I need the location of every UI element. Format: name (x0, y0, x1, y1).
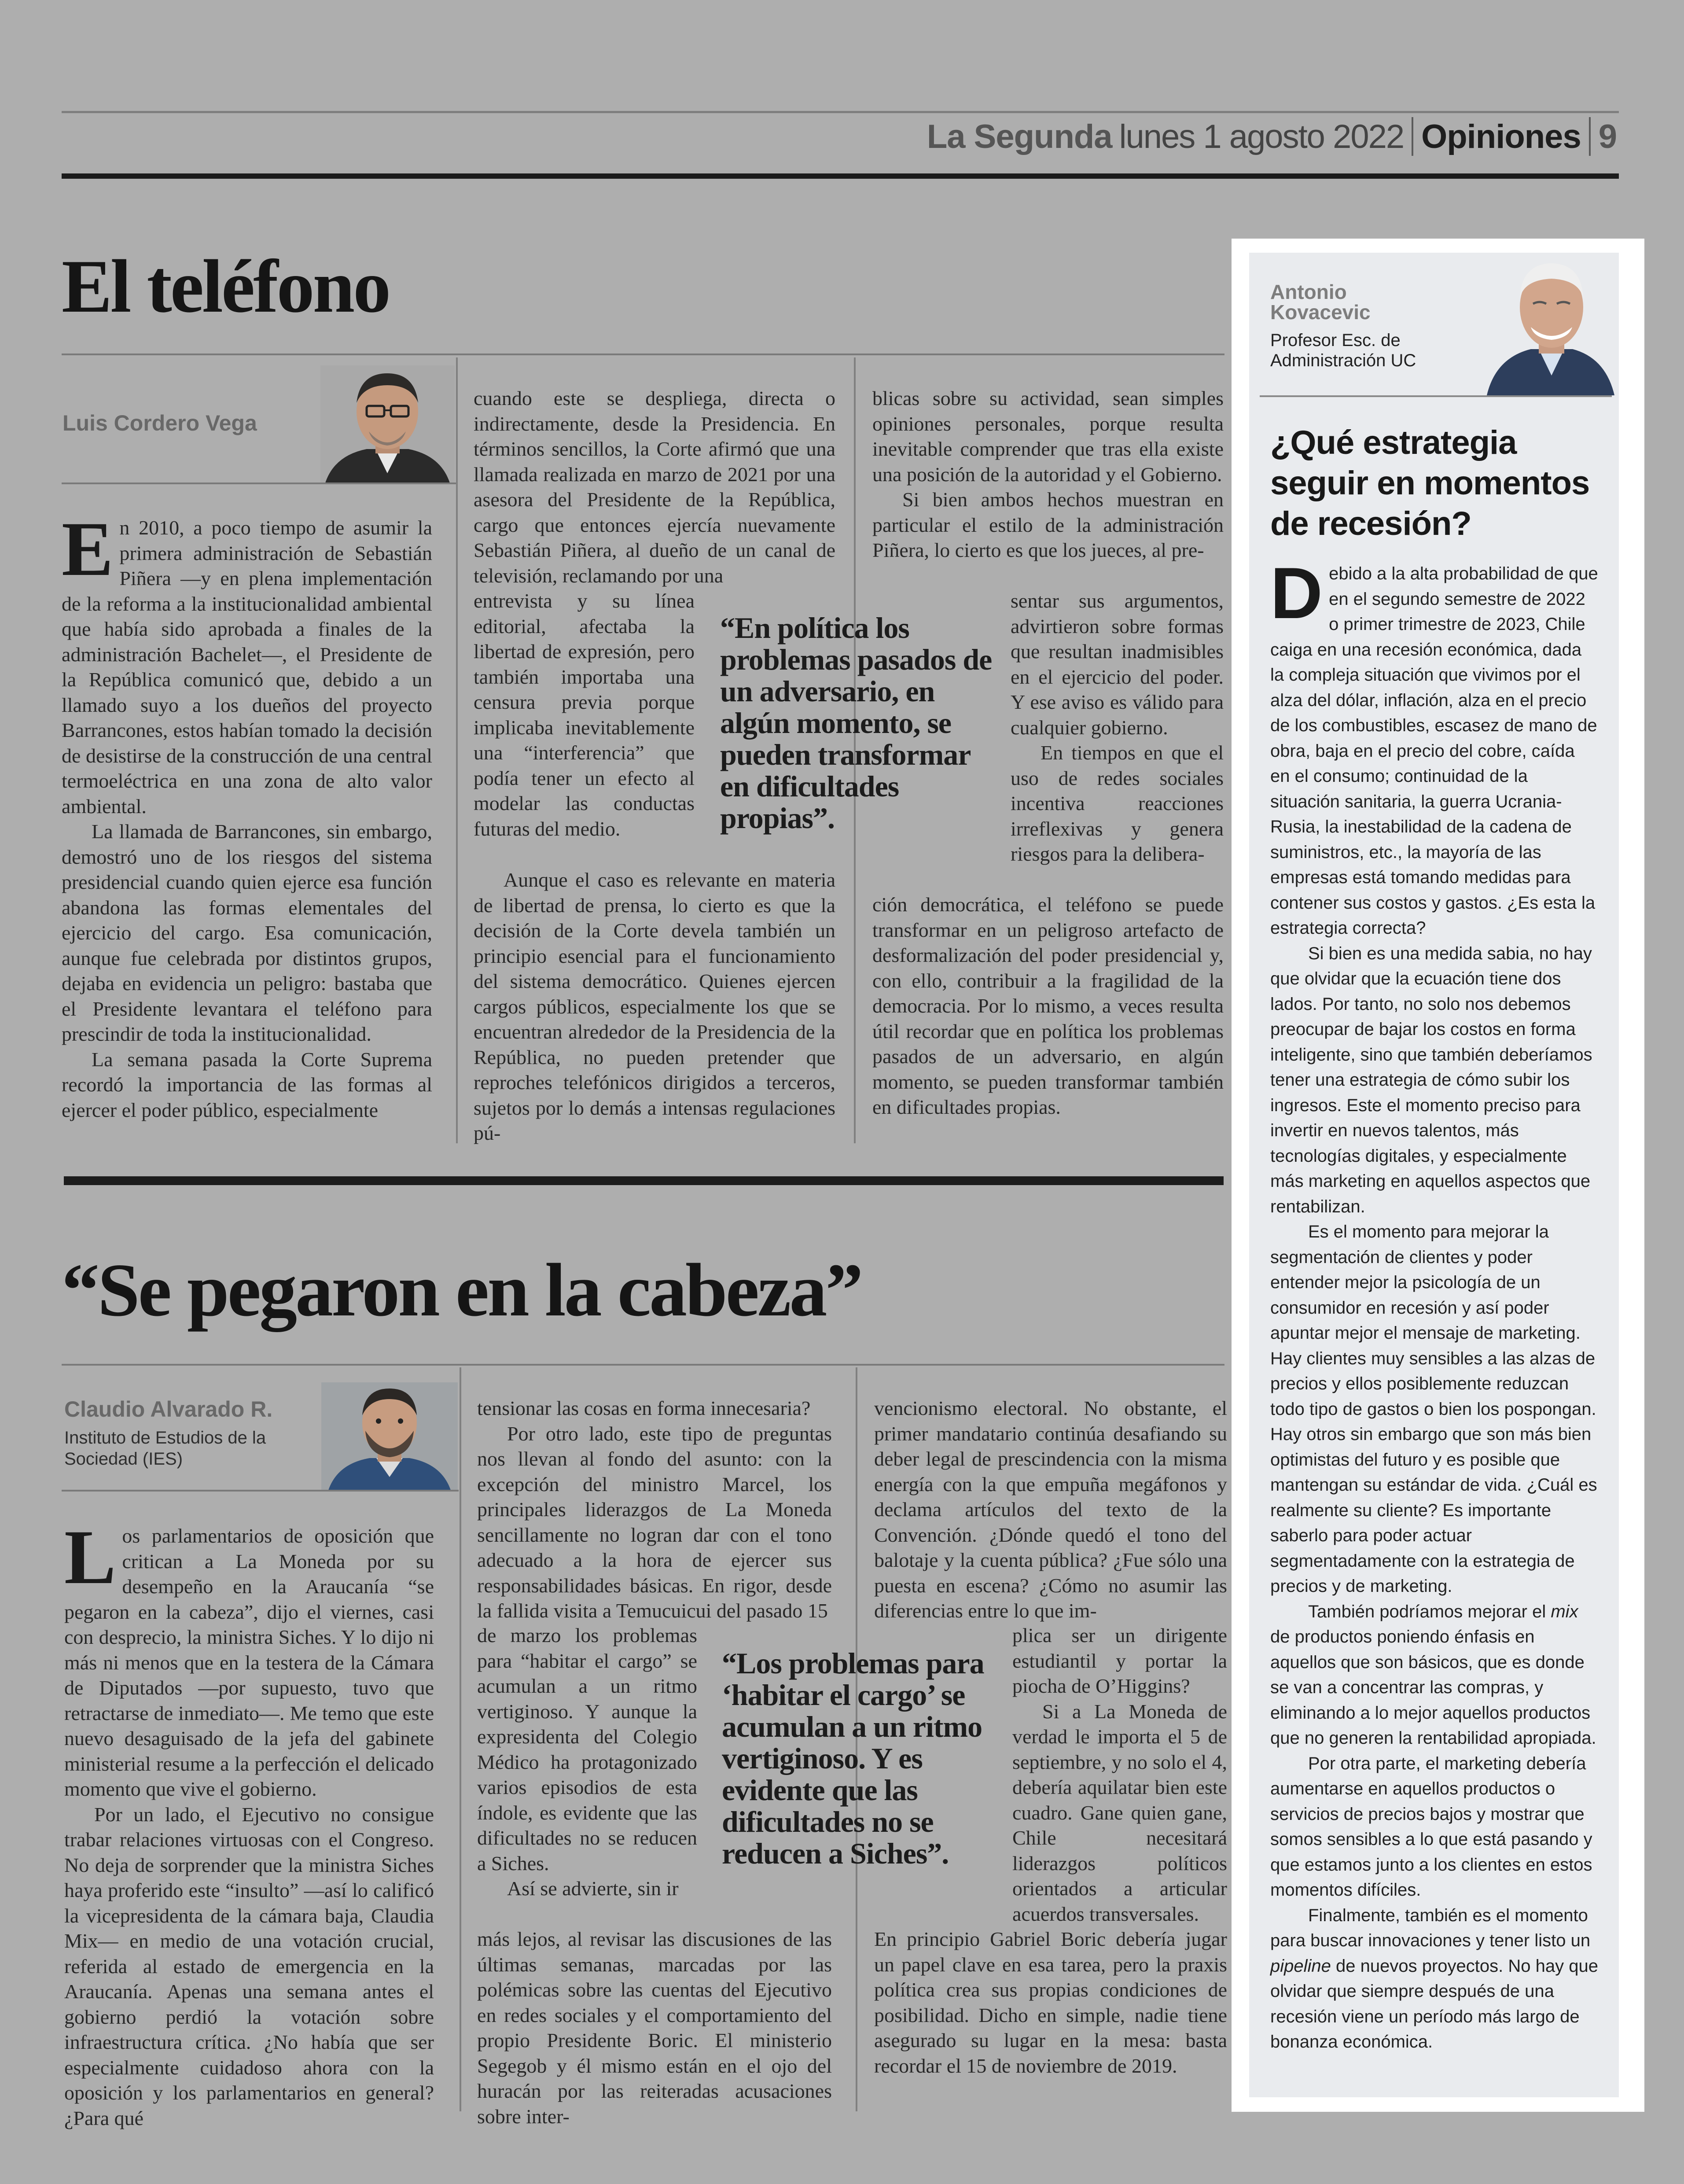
article1-paragraph: Si bien ambos hechos muestran en particular el estilo de la administración Piñera, lo cierto es que los jueces, al pre- (872, 488, 1224, 561)
article1-column-2-bottom (474, 867, 835, 1146)
article3-author-portrait (1487, 254, 1614, 395)
article2-paragraph: vencionismo electoral. No obstante, el primer mandatario continúa desafiando su deber legal de prescindencia con la misma energía con la que empuña megáfonos y declama artículos del texto de la Convención. ¿Dónde quedó el tono del balotaje y la cuenta pública? ¿Fue sólo una puesta en escena? ¿Cómo no asumir las diferencias entre lo que im- (874, 1397, 1227, 1622)
masthead (927, 115, 1617, 158)
article1-column-3-bottom (872, 892, 1224, 1120)
article1-column-2-top (474, 386, 835, 588)
article3-italic-term: mix (1551, 1602, 1578, 1621)
article1-paragraph: La llamada de Barrancones, sin embargo, demostró uno de los riesgos del sistema presidencial cuando quien ejerce esa función abandona las formas elementales del ejercicio del cargo. Esa comunicación, aunque fue celebrada por distintos grupos, dejaba en evidencia un peligro: bastaba que el Presidente levantara el teléfono para prescindir de toda la institucionalidad. (62, 820, 432, 1045)
article2-paragraph: Por otro lado, este tipo de preguntas nos llevan al fondo del asunto: con la excepción del ministro Marcel, los principales liderazgos de La Moneda sencillamente no logran dar con el tono adecuado a la hora de ejercer sus responsabilidades básicas. En rigor, desde la fallida visita a Temucuicui del pasado 15 (477, 1422, 832, 1622)
article3-headline: ¿Qué estrategia seguir en momentos de recesión? (1270, 424, 1590, 542)
article3-text: También podríamos mejorar el (1308, 1602, 1551, 1621)
man-portrait-icon (1487, 254, 1614, 395)
article2-byline-rule (62, 1490, 459, 1492)
article2-column-1 (64, 1514, 434, 2131)
article2-author-portrait (321, 1382, 458, 1492)
issue-date: lunes 1 agosto 2022 (1119, 118, 1404, 155)
article2-paragraph: Por un lado, el Ejecutivo no consigue trabar relaciones virtuosas con el Congreso. No deja de sorprender que la ministra Siches haya proferido este “insulto” —así lo calificó la vicepresidenta de la cámara baja, Claudia Mix— en medio de una votación crucial, referida al estado de emergencia en la Araucanía. Apenas una semana antes el gobierno perdió la votación sobre infraestructura crítica. ¿No había que ser especialmente cuidadoso ahora con la oposición y los parlamentarios en general? ¿Para qué (64, 1803, 434, 2129)
masthead-top-rule (62, 111, 1619, 113)
section-name: Opiniones (1421, 118, 1581, 155)
article3-paragraph: Es el momento para mejorar la segmentación de clientes y poder entender mejor la psicología de un consumidor en recesión y así poder apuntar mejor el mensaje de marketing. Hay clientes muy sensibles a las alzas de precios y ellos posiblemente reduzcan todo tipo de gastos o bien los pospongan. Hay otros sin embargo que son más bien optimistas del futuro y es posible que mantengan su estándar de vida. ¿Cuál es realmente su cliente? Es importante saberlo para poder actuar segmentadamente con la estrategia de precios y de marketing. (1270, 1222, 1597, 1596)
article2-paragraph: plica ser un dirigente estudiantil y portar la piocha de O’Higgins? (1012, 1624, 1227, 1697)
masthead-separator (1589, 117, 1591, 156)
article1-author-portrait (320, 365, 455, 484)
article1-pullquote: “En política los problemas pasados de un adversario, en algún momento, se pueden transformar en dificultades propias”. (720, 611, 992, 835)
article3-body (1270, 552, 1599, 2055)
article3-dropcap: D (1270, 552, 1323, 633)
article2-paragraph: os parlamentarios de oposición que critican a La Moneda por su desempeño en la Araucanía “se pegaron en la cabeza”, dijo el viernes, casi con desprecio, la ministra Siches. Y lo dijo ni más ni menos que en la testera de la Cámara de Diputados —por supuesto, tuvo que retractarse de inmediato—. Me temo que este nuevo desaguisado de la jefa del gabinete ministerial resume a la perfección el delicado momento que vive el gobierno. (64, 1525, 434, 1800)
article1-author: Luis Cordero Vega (63, 411, 257, 435)
article3-text: de nuevos proyectos. No hay que olvidar que siempre después de una recesión viene un período más largo de bonanza económica. (1270, 1956, 1598, 2051)
page-number: 9 (1598, 118, 1617, 155)
article1-paragraph: Aunque el caso es relevante en materia de libertad de prensa, lo cierto es que la decisión de la Corte devela también un principio esencial para el funcionamiento del sistema democrático. Quienes ejercen cargos públicos, especialmente los que se encuentran alrededor de la Presidencia de la República, no pueden pretender que reproches telefónicos dirigidos a terceros, sujetos por lo demás a intensas regulaciones pú- (474, 869, 835, 1144)
article2-headline: “Se pegaron en la cabeza” (62, 1249, 862, 1332)
article2-headline-rule (62, 1364, 1224, 1366)
article1-column-3-narrow (1011, 588, 1224, 867)
article2-paragraph: más lejos, al revisar las discusiones de las últimas semanas, marcadas por las polémicas sobre las cuentas del Ejecutivo en redes sociales y el comportamiento del propio Presidente Boric. El ministerio Segegob y él mismo están en el ojo del huracán por las reiteradas acusaciones sobre inter- (477, 1928, 832, 2128)
article1-headline: El teléfono (62, 245, 390, 328)
man-portrait-icon (321, 1382, 458, 1492)
article3-italic-term: pipeline (1270, 1956, 1331, 1976)
article1-headline-rule (62, 354, 1224, 355)
column-divider (456, 357, 458, 1143)
article1-column-3-top (872, 386, 1224, 563)
article1-paragraph: En tiempos en que el uso de redes sociales incentiva reacciones irreflexivas y genera riesgos para la delibera- (1011, 741, 1224, 865)
article2-author: Claudio Alvarado R. (64, 1397, 273, 1422)
column-divider (460, 1367, 461, 2111)
article3-paragraph: Por otra parte, el marketing debería aumentarse en aquellos productos o servicios de precios bajos y mostrar que somos sensibles a lo que está pasando y que estamos junto a los clientes en estos momentos difíciles. (1270, 1753, 1592, 1900)
man-portrait-icon (320, 365, 455, 484)
article2-column-3-narrow (1012, 1623, 1227, 1926)
article2-column-2-top (477, 1396, 832, 1624)
article1-column-1 (62, 506, 432, 1123)
article1-paragraph: La semana pasada la Corte Suprema recordó la importancia de las formas al ejercer el poder público, especialmente (62, 1048, 432, 1121)
article3-paragraph (1270, 1599, 1599, 1751)
article1-paragraph: n 2010, a poco tiempo de asumir la primera administración de Sebastián Piñera —y en plena implementación de la reforma a la institucionalidad ambiental que había sido aprobada a finales de la administración Bachelet—, el Presidente de la República comunicó que, debido a un llamado suyo a los dueños del proyecto Barrancones, estos habían tomado la decisión de desistirse de la construcción de una central termoeléctrica en una zona de alto valor ambiental. (62, 516, 432, 818)
article2-paragraph: Si a La Moneda de verdad le importa el 5 de septiembre, y no solo el 4, debería aquilatar bien este cuadro. Gane quien gane, Chile necesitará liderazgos políticos orientados a articular acuerdos transversales. (1012, 1700, 1227, 1925)
article3-affiliation: Profesor Esc. de Administración UC (1270, 331, 1416, 370)
article1-paragraph: sentar sus argumentos, advirtieron sobre formas que resultan inadmisibles en el ejercicio del poder. Y ese aviso es válido para cualquier gobierno. (1011, 589, 1224, 739)
article-separator-rule (64, 1176, 1224, 1185)
masthead-bottom-rule (62, 173, 1619, 179)
article2-dropcap: L (64, 1514, 116, 1600)
article1-paragraph: cuando este se despliega, directa o indirectamente, desde la Presidencia. En términos sencillos, la Corte afirmó que una llamada realizada en marzo de 2021 por una asesora del Presidente de la República, cargo que entonces ejercía nuevamente Sebastián Piñera, al dueño de un canal de televisión, reclamando por una (474, 387, 835, 587)
article2-column-2-bottom (477, 1926, 832, 2129)
article2-paragraph: tensionar las cosas en forma innecesaria? (477, 1397, 811, 1419)
article2-column-3-top (874, 1396, 1227, 1624)
article1-column-2-narrow (474, 588, 695, 841)
article1-paragraph: entrevista y su línea editorial, afectaba la libertad de expresión, pero también importaba una censura previa porque implicaba inevitablemente una “interferencia” que podía tener un efecto al modelar las conductas futuras del medio. (474, 589, 695, 840)
article2-pullquote: “Los problemas para ‘habitar el cargo’ se acumulan a un ritmo vertiginoso. Y es evidente que las dificultades no se reducen a Siches”. (722, 1646, 984, 1870)
publication-name: La Segunda (927, 118, 1112, 155)
opinion-box-rule (1260, 395, 1612, 397)
article2-paragraph: Así se advierte, sin ir (507, 1877, 679, 1900)
article2-column-2-narrow (477, 1623, 697, 1901)
article3-paragraph: Si bien es una medida sabia, no hay que olvidar que la ecuación tiene dos lados. Por tanto, no solo nos debemos preocupar de bajar los costos en forma inteligente, sino que también deberíamos tener una estrategia de cómo subir los ingresos. Este el momento preciso para invertir en nuevos talentos, más tecnologías digitales, y especialmente más marketing en aquellos aspectos que rentabilizan. (1270, 943, 1592, 1216)
article2-column-3-bottom (874, 1926, 1227, 2078)
article1-paragraph: ción democrática, el teléfono se puede transformar en un peligroso artefacto de desformalización del poder presidencial y, con ello, contribuir a la fragilidad de la democracia. Por lo mismo, a veces resulta útil recordar que en política los problemas pasados de un adversario, en algún momento, se pueden transformar también en dificultades propias. (872, 893, 1224, 1118)
article2-affiliation: Instituto de Estudios de la Sociedad (IES) (64, 1428, 266, 1469)
article2-paragraph: de marzo los problemas para “habitar el cargo” se acumulan a un ritmo vertiginoso. Y aunque la expresidenta del Colegio Médico ha protagonizado varios episodios de esta índole, es evidente que las dificultades no se reducen a Siches. (477, 1624, 697, 1875)
article2-paragraph: En principio Gabriel Boric debería jugar un papel clave en esa tarea, pero la praxis política crea sus propias condiciones de posibilidad. Dicho en simple, nadie tiene asegurado su lugar en la mesa: basta recordar el 15 de noviembre de 2019. (874, 1928, 1227, 2077)
masthead-separator (1412, 117, 1413, 156)
article3-text: Finalmente, también es el momento para buscar innovaciones y tener listo un (1270, 1905, 1591, 1950)
article1-paragraph: blicas sobre su actividad, sean simples opiniones personales, porque resulta inevitable comprender que tras ella existe una posición de la autoridad y el Gobierno. (872, 387, 1224, 486)
article3-paragraph (1270, 1903, 1599, 2055)
article1-byline-rule (62, 482, 457, 484)
article3-author: Antonio Kovacevic (1270, 280, 1371, 324)
article3-text: de productos poniendo énfasis en aquellos que son básicos, que es donde se van a concentrar las compras, y eliminando a lo mejor aquellos productos que no generen la rentabilidad apropiada. (1270, 1627, 1596, 1748)
article3-paragraph: ebido a la alta probabilidad de que en el segundo semestre de 2022 o primer trimestre de 2023, Chile caiga en una recesión económica, dada la compleja situación que vivimos por el alza del dólar, inflación, alza en el precio de los combustibles, escasez de mano de obra, baja en el precio del cobre, caída en el consumo; continuidad de la situación sanitaria, la guerra Ucrania-Rusia, la inestabilidad de la cadena de suministros, etc., la mayoría de las empresas está tomando medidas para contener sus costos y gastos. ¿Es esta la estrategia correcta? (1270, 564, 1598, 938)
article1-dropcap: E (62, 506, 114, 592)
